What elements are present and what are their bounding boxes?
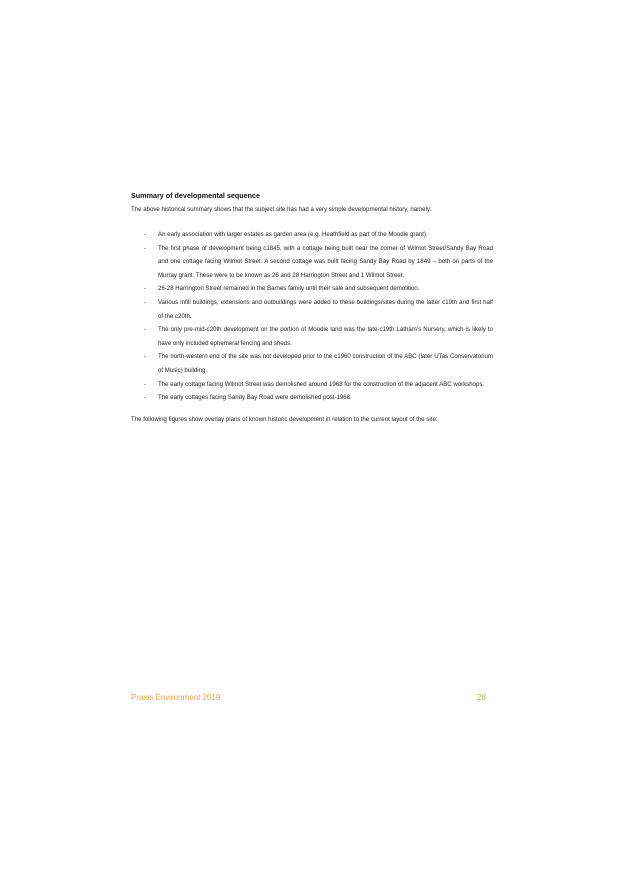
bullet-marker: - [144, 326, 147, 334]
list-item [131, 323, 493, 350]
intro-paragraph: The above historical summary shows that the subject site has had a very simple developmental history, namely: [131, 206, 432, 213]
list-item-text: The early cottages facing Sandy Bay Road were demolished post-1968. [158, 394, 352, 402]
bullet-marker: - [144, 231, 147, 238]
list-item [131, 228, 493, 242]
list-item-text: 26-28 Harrington Street remained in the Barnes family until their sale and subsequent demolition. [158, 285, 420, 293]
list-item [131, 391, 493, 405]
list-item-text: The only pre-mid-c20th development on the portion of Moodie land was the late-c19th Latham’s Nursery, which is likely to have only included ephemeral fencing and sheds. [158, 326, 493, 347]
list-item [131, 378, 493, 392]
document-body [131, 191, 493, 425]
bullet-marker: - [144, 298, 147, 306]
bullet-marker: - [144, 394, 147, 402]
list-item-text: An early association with larger estates as garden area (e.g. Heathfield as part of the Moodie grant). [158, 231, 428, 238]
section-heading: Summary of developmental sequence [131, 191, 261, 200]
bullet-marker: - [144, 353, 147, 361]
list-item [131, 282, 493, 296]
development-sequence-list [131, 228, 493, 405]
footer-page-number: 28 [477, 693, 486, 702]
list-item-text: Various infill buildings, extensions and outbuildings were added to these buildings/sites during the latter c19th and first half of the c20th. [158, 298, 493, 320]
list-item [131, 350, 493, 377]
bullet-marker: - [144, 285, 147, 293]
list-item-text: The early cottage facing Wilmot Street was demolished around 1968 for the construction of the adjacent ABC workshops. [158, 380, 485, 388]
outro-paragraph: The following figures show overlay plans of known historic development in relation to the current layout of the site: [131, 415, 438, 423]
list-item [131, 296, 493, 323]
list-item [131, 242, 493, 283]
list-item-text: The north-western end of the site was not developed prior to the c1960 construction of the ABC (later UTas Conservatorium of Music) building. [158, 353, 493, 374]
bullet-marker: - [144, 244, 147, 252]
bullet-marker: - [144, 380, 147, 388]
footer-company: Praxis Environment 2019 [131, 693, 221, 702]
list-item-text: The first phase of development being c1845, with a cottage being built near the corner of Wilmot Street/Sandy Bay Road and one cottage facing Wilmot Street. A second cottage was built facing Sandy Bay Road by 1849 – both on parts of the Murray grant. These were to be known as 26 and 28 Harrington Street and 1 Wilmot Street. [158, 244, 493, 279]
